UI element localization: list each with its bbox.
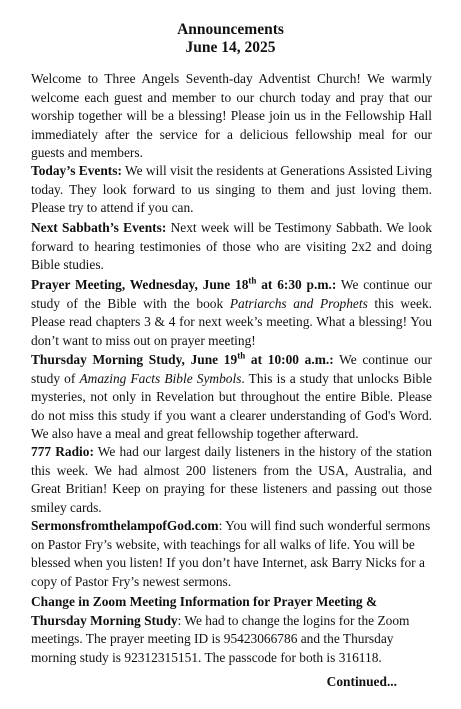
- thursday-study-heading-ordinal: th: [237, 350, 246, 361]
- zoom-change-paragraph: [31, 593, 432, 667]
- thursday-study-heading-date: Thursday Morning Study, June 19: [31, 352, 238, 367]
- todays-events-paragraph: [31, 162, 432, 218]
- next-sabbath-heading: Next Sabbath’s Events:: [31, 220, 167, 235]
- sermons-website-link[interactable]: SermonsfromthelampofGod.com: [31, 518, 219, 533]
- zoom-change-text: : We had to change the logins for the Zoom meetings. The prayer meeting ID is 95423066786 and the Thursday morning study is 92312315151. The passcode for both is 316118.: [31, 612, 410, 665]
- welcome-text: Welcome to Three Angels Seventh-day Adventist Church! We warmly welcome each guest and member to our church today and pray that our worship together will be a blessing! Please join us in the Fellowship Hall immediately after the service for a delicious fellowship meal for our guests and members.: [31, 71, 432, 161]
- prayer-meeting-heading-ordinal: th: [248, 275, 257, 286]
- todays-events-heading: Today’s Events:: [31, 163, 122, 178]
- next-sabbath-paragraph: [31, 219, 432, 275]
- thursday-study-text-cont: . This is a study that unlocks Bible mysteries, not only in Revelation but throughout the entire Bible. Please do not miss this study if you want a clearer understanding of God's Word. We also have a meal and great fellowship together afterward.: [31, 370, 432, 442]
- radio-text: We had our largest daily listeners in the history of the station this week. We had almost 200 listeners from the USA, Australia, and Great Britian! Keep on praying for these listeners and passing out those smiley cards.: [31, 444, 432, 515]
- radio-heading: 777 Radio:: [31, 444, 94, 459]
- thursday-study-book: Amazing Facts Bible Symbols: [79, 370, 242, 386]
- todays-events-text: We will visit the residents at Generations Assisted Living today. They look forward to us singing to them and just loving them. Please try to attend if you can.: [31, 163, 432, 216]
- thursday-study-text: We continue our study of: [31, 352, 432, 386]
- sermons-paragraph: [31, 517, 432, 591]
- zoom-change-heading: Change in Zoom Meeting Information for Prayer Meeting & Thursday Morning Study: [31, 594, 378, 628]
- next-sabbath-text: Next week will be Testimony Sabbath. We look forward to hearing testimonies of those who are visiting 2x2 and doing Bible studies.: [31, 220, 432, 273]
- prayer-meeting-book: Patriarchs and Prophets: [229, 295, 368, 311]
- page-date: June 14, 2025: [185, 39, 276, 56]
- sermons-text: : You will find such wonderful sermons on Pastor Fry’s website, with teachings for all walks of life. You will be blessed when you listen! If you don’t have Internet, ask Barry Nicks for a copy of Pastor Fry’s newest sermons.: [31, 518, 431, 589]
- radio-paragraph: [31, 443, 432, 517]
- prayer-meeting-heading-time: at 6:30 p.m.:: [256, 277, 337, 292]
- continued-label: Continued...: [326, 674, 397, 689]
- prayer-meeting-heading-date: Prayer Meeting, Wednesday, June 18: [31, 277, 249, 292]
- prayer-meeting-heading: [31, 277, 336, 292]
- prayer-meeting-paragraph: [31, 276, 432, 350]
- prayer-meeting-text-cont: this week. Please read chapters 3 & 4 for next week’s meeting. What a blessing! You don’t want to miss out on prayer meeting!: [31, 295, 432, 348]
- thursday-study-paragraph: [31, 351, 432, 444]
- prayer-meeting-text: We continue our study of the Bible with the book: [31, 277, 432, 311]
- page-title: Announcements: [177, 21, 284, 38]
- thursday-study-heading-time: at 10:00 a.m.:: [245, 352, 334, 367]
- welcome-paragraph: [31, 70, 432, 163]
- thursday-study-heading: [31, 352, 334, 367]
